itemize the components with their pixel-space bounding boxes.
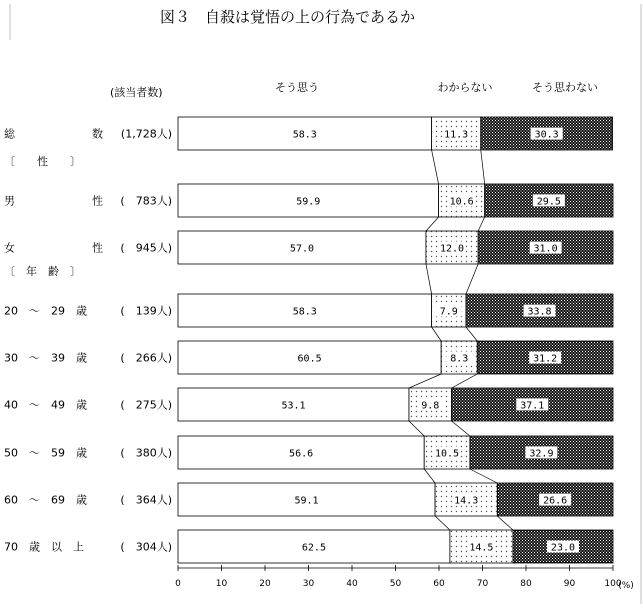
connector-7-1 (424, 469, 435, 483)
legend-label-3: そう思わない (532, 81, 598, 94)
connector-2-1 (426, 217, 439, 231)
value-label-7-2: 10.5 (435, 448, 460, 460)
legend-label-1: そう思う (275, 81, 319, 94)
row-label-right-1: 数 (92, 127, 103, 141)
x-tick-label-40: 40 (346, 579, 358, 589)
row-labels (4, 127, 172, 554)
value-label-6-2: 9.8 (421, 400, 440, 412)
connector-4-1 (432, 327, 442, 341)
value-label-2-2: 10.6 (449, 196, 474, 208)
x-axis (175, 565, 634, 591)
row-label-3: 女 (4, 241, 15, 255)
value-label-3-3: 31.0 (533, 243, 558, 255)
row-count-2: ( 783人) (120, 194, 172, 208)
row-count-3: ( 945人) (120, 241, 172, 255)
connector-5-1 (409, 374, 441, 388)
value-label-9-2: 14.5 (469, 542, 494, 554)
row-label-5: 30 ～ 39 歳 (4, 351, 87, 365)
legend (275, 81, 598, 94)
connector-6-1 (409, 421, 424, 436)
value-label-6-3: 37.1 (520, 400, 545, 412)
value-label-5-1: 60.5 (297, 353, 322, 365)
connector-3-1 (426, 264, 432, 294)
row-count-7: ( 380人) (120, 446, 172, 460)
row-count-8: ( 364人) (120, 493, 172, 507)
legend-label-2: わからない (437, 81, 493, 94)
value-label-2-3: 29.5 (536, 196, 561, 208)
chart-title: 図３ 自殺は覚悟の上の行為であるか (160, 8, 416, 26)
connector-8-2 (497, 516, 513, 530)
connector-1-1 (432, 150, 439, 184)
value-label-8-3: 26.6 (543, 495, 568, 507)
bars (178, 117, 613, 563)
row-label-right-3: 性 (92, 241, 103, 255)
row-count-5: ( 266人) (120, 351, 172, 365)
value-label-7-1: 56.6 (289, 448, 314, 460)
value-label-3-1: 57.0 (289, 243, 315, 255)
value-label-5-3: 31.2 (533, 353, 558, 365)
value-label-9-1: 62.5 (301, 542, 326, 554)
section-label-1: 〔 性 〕 (4, 155, 81, 168)
value-label-1-3: 30.3 (534, 129, 559, 141)
connector-6-2 (452, 421, 470, 436)
row-label-9: 70 歳 以 上 (4, 540, 84, 554)
value-label-3-2: 12.0 (440, 243, 465, 255)
count-header: (該当者数) (110, 86, 163, 99)
x-tick-label-20: 20 (259, 579, 271, 589)
row-label-1: 総 (4, 127, 15, 141)
row-count-6: ( 275人) (120, 398, 172, 412)
x-tick-label-30: 30 (302, 579, 315, 589)
value-label-2-1: 59.9 (296, 196, 321, 208)
row-label-7: 50 ～ 59 歳 (4, 446, 87, 460)
row-label-6: 40 ～ 49 歳 (4, 398, 87, 412)
value-label-9-3: 23.0 (550, 542, 576, 554)
section-labels (4, 154, 81, 278)
value-label-1-2: 11.3 (444, 129, 469, 141)
section-label-2: 〔 年 齢 〕 (4, 265, 81, 278)
x-tick-label-100: 100 (604, 579, 622, 589)
row-label-right-2: 性 (92, 194, 103, 208)
x-tick-label-50: 50 (389, 579, 402, 589)
value-label-7-3: 32.9 (529, 448, 554, 460)
value-label-4-2: 7.9 (439, 306, 458, 318)
row-label-8: 60 ～ 69 歳 (4, 493, 87, 507)
connector-5-2 (452, 374, 478, 388)
x-tick-label-70: 70 (476, 579, 489, 589)
row-count-9: ( 304人) (120, 540, 172, 554)
value-label-8-2: 14.3 (454, 495, 479, 507)
connector-1-2 (481, 150, 485, 184)
x-tick-label-80: 80 (520, 579, 532, 589)
x-unit-label: (%) (618, 581, 634, 591)
value-label-4-1: 58.3 (292, 306, 317, 318)
x-tick-label-90: 90 (563, 579, 576, 589)
connector-7-2 (470, 469, 497, 483)
value-label-8-1: 59.1 (294, 495, 319, 507)
x-tick-label-60: 60 (433, 579, 445, 589)
value-label-5-2: 8.3 (450, 353, 469, 365)
connector-2-2 (478, 217, 485, 231)
row-label-2: 男 (4, 194, 15, 208)
row-label-4: 20 ～ 29 歳 (4, 304, 87, 318)
x-tick-label-0: 0 (175, 579, 181, 589)
value-label-1-1: 58.3 (292, 129, 317, 141)
value-label-4-3: 33.8 (527, 306, 552, 318)
x-tick-label-10: 10 (215, 579, 228, 589)
connector-8-1 (435, 516, 450, 530)
row-count-1: (1,728人) (120, 127, 172, 141)
connector-4-2 (466, 327, 477, 341)
connector-3-2 (466, 264, 478, 294)
row-count-4: ( 139人) (120, 304, 172, 318)
value-label-6-1: 53.1 (281, 400, 306, 412)
